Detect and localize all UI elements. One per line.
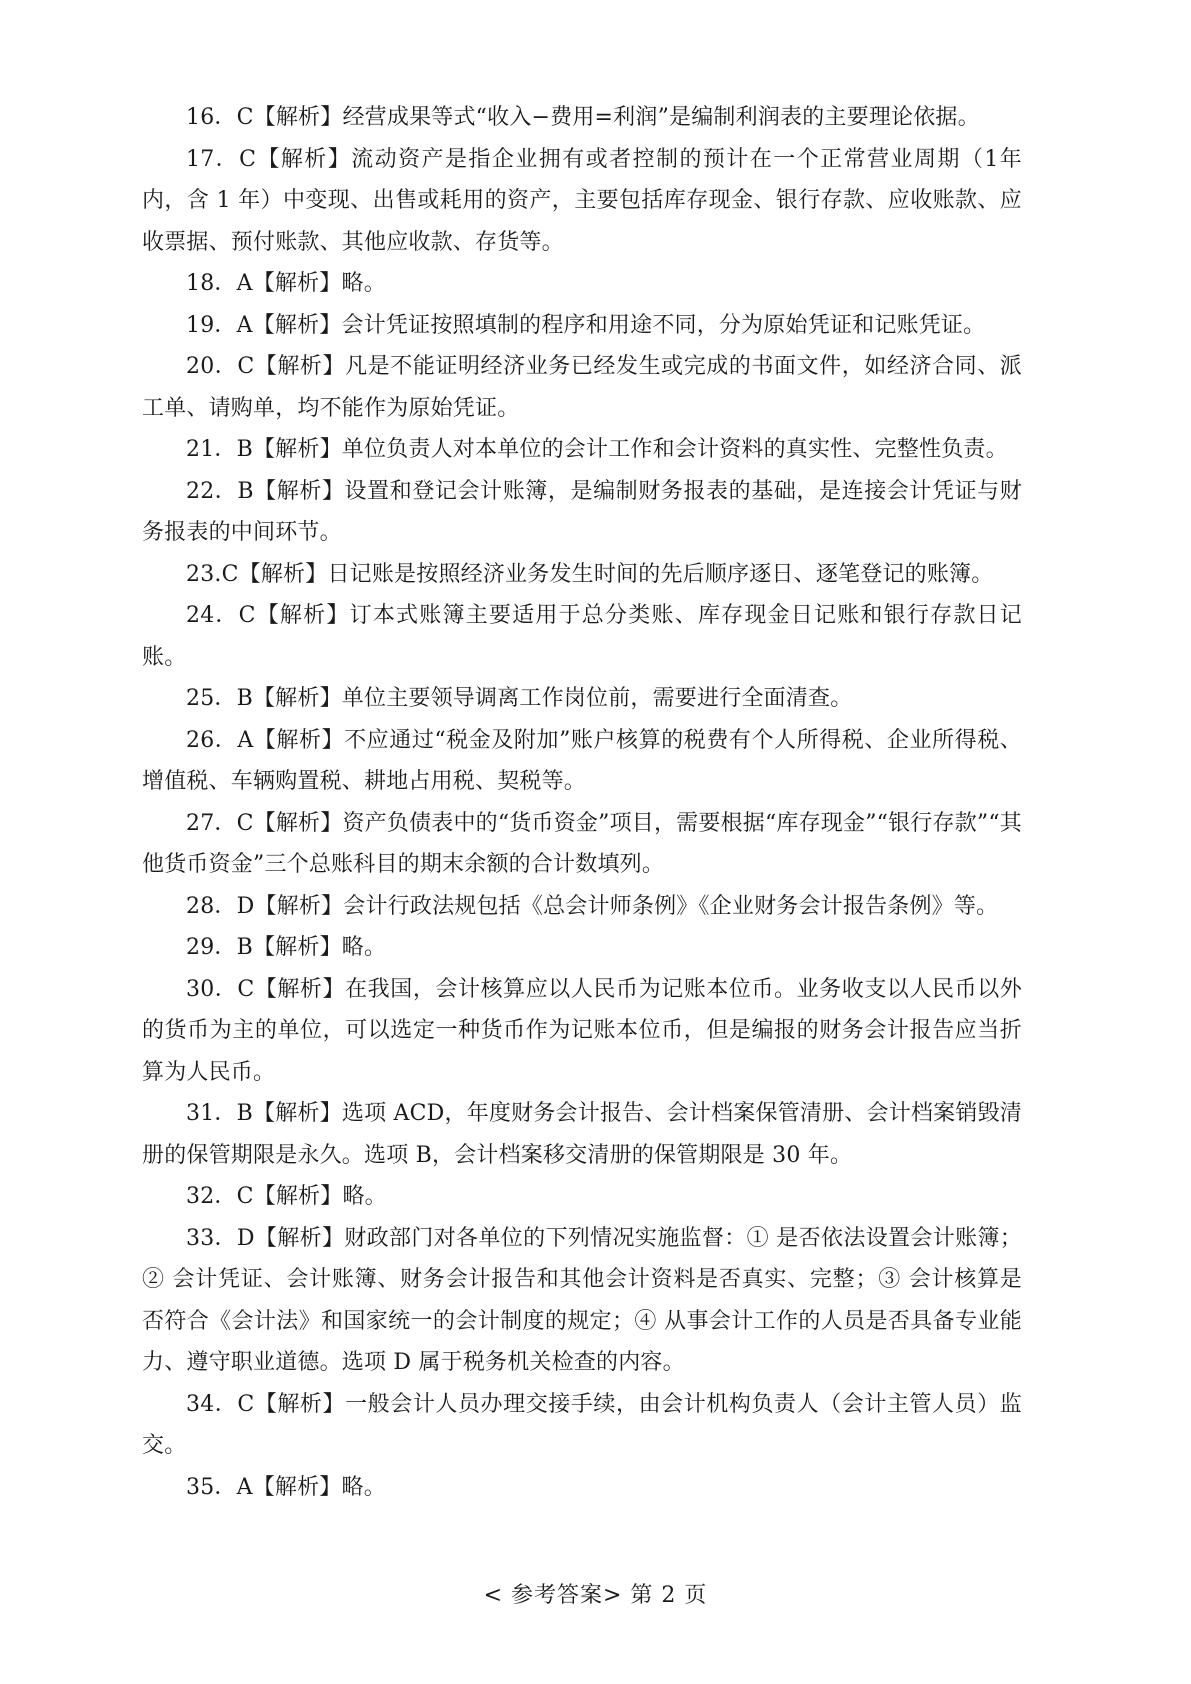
answer-17 [142,139,1022,264]
answer-letter: B [236,686,253,711]
analysis-text: 选项 ACD，年度财务会计报告、会计档案保管清册、会计档案销毁清册的保管期限是永久。选项 B，会计档案移交清册的保管期限是 30 年。 [142,1101,1022,1168]
analysis-text: 财政部门对各单位的下列情况实施监督：① 是否依法设置会计账簿；② 会计凭证、会计账簿、财务会计报告和其他会计资料是否真实、完整；③ 会计核算是否符合《会计法》和国家统一的会计制度的规定；④ 从事会计工作的人员是否具备专业能力、遵守职业道德。选项 D 属于税务机关检查的内容。 [142,1225,1022,1375]
analysis-tag: 【解析】 [254,893,344,919]
analysis-tag: 【解析】 [253,727,345,753]
answer-letter: C [237,976,255,1002]
answer-31 [142,1093,1022,1176]
answer-letter: C [236,105,254,130]
answer-28 [142,886,1022,928]
answer-number: 35． [186,1474,237,1500]
answer-letter: C [237,1391,255,1417]
answer-letter: C [236,1184,254,1209]
answer-number: 32． [186,1184,237,1209]
answer-letter: A [236,1474,253,1500]
answer-letter: C [221,561,239,587]
analysis-tag: 【解析】 [254,1225,345,1251]
answer-27 [142,803,1022,886]
answer-number: 27． [186,810,237,836]
answer-23 [142,554,1022,596]
analysis-tag: 【解析】 [253,105,343,130]
answer-number: 33． [186,1225,237,1251]
answer-number: 31． [186,1101,237,1126]
answer-19 [142,305,1022,347]
answer-letter: D [236,1225,255,1251]
analysis-tag: 【解析】 [252,1474,342,1500]
answer-34 [142,1384,1022,1467]
analysis-tag: 【解析】 [252,312,342,338]
answer-letter: A [237,727,254,753]
analysis-tag: 【解析】 [252,271,342,296]
answer-33 [142,1218,1022,1384]
analysis-text: 单位负责人对本单位的会计工作和会计资料的真实性、完整性负责。 [341,437,1008,462]
analysis-tag: 【解析】 [253,478,345,504]
answer-30 [142,969,1022,1094]
analysis-text: 资产负债表中的“货币资金”项目，需要根据“库存现金”“银行存款”“其他货币资金”三个总账科目的期末余额的合计数填列。 [142,810,1023,877]
analysis-text: 略。 [341,935,387,960]
answer-number: 16． [186,105,237,130]
answer-number: 25． [186,686,237,711]
answer-20 [142,346,1022,429]
answer-letter: B [237,478,254,504]
answer-number: 22． [186,478,238,504]
analysis-tag: 【解析】 [255,603,350,628]
page-footer: < 参考答案> 第 2 页 [483,1583,708,1608]
answer-26 [142,720,1022,803]
analysis-tag: 【解析】 [253,810,343,836]
answer-number: 26． [186,727,238,753]
answer-number: 24． [186,603,239,628]
answer-22 [142,471,1022,554]
analysis-tag: 【解析】 [252,686,342,711]
answer-letter: B [236,437,253,462]
answer-24 [142,595,1022,678]
answer-letter: B [236,1101,253,1126]
answer-number: 19． [186,312,237,338]
answer-32 [142,1176,1022,1218]
analysis-text: 单位主要领导调离工作岗位前，需要进行全面清查。 [341,686,853,711]
analysis-tag: 【解析】 [252,935,342,960]
analysis-text: 不应通过“税金及附加”账户核算的税费有个人所得税、企业所得税、增值税、车辆购置税、耕地占用税、契税等。 [142,727,1022,794]
analysis-text: 会计行政法规包括《总会计师条例》《企业财务会计报告条例》等。 [343,893,999,919]
analysis-tag: 【解析】 [254,1391,346,1417]
analysis-text: 日记账是按照经济业务发生时间的先后顺序逐日、逐笔登记的账簿。 [327,561,994,587]
answer-number: 17． [186,146,240,172]
analysis-text: 会计凭证按照填制的程序和用途不同，分为原始凭证和记账凭证。 [341,312,986,338]
analysis-tag: 【解析】 [256,146,352,172]
answer-number: 21． [186,437,237,462]
analysis-text: 经营成果等式“收入−费用=利润”是编制利润表的主要理论依据。 [342,105,980,130]
answer-25 [142,678,1022,720]
answer-letter: C [239,146,257,172]
analysis-tag: 【解析】 [253,1184,343,1209]
answer-letter: A [236,271,253,296]
analysis-text: 略。 [341,1474,386,1500]
analysis-text: 在我国，会计核算应以人民币为记账本位币。业务收支以人民币以外的货币为主的单位，可以选定一种货币作为记账本位币，但是编报的财务会计报告应当折算为人民币。 [142,976,1022,1085]
answer-35 [142,1467,1022,1509]
analysis-text: 略。 [341,271,386,296]
analysis-text: 略。 [342,1184,387,1209]
answer-18 [142,263,1022,305]
answer-letter: B [236,935,253,960]
answer-number: 30． [186,976,238,1002]
answer-number: 18． [186,271,237,296]
answer-29 [142,927,1022,969]
answer-list [142,97,1022,1508]
analysis-text: 凡是不能证明经济业务已经发生或完成的书面文件，如经济合同、派工单、请购单，均不能作为原始凭证。 [142,354,1022,421]
analysis-tag: 【解析】 [252,437,342,462]
answer-letter: C [237,354,255,379]
analysis-text: 设置和登记会计账簿，是编制财务报表的基础，是连接会计凭证与财务报表的中间环节。 [142,478,1022,545]
analysis-tag: 【解析】 [253,1101,342,1126]
answer-number: 28． [186,893,237,919]
analysis-tag: 【解析】 [238,561,328,587]
answer-letter: C [236,810,254,836]
analysis-tag: 【解析】 [254,354,346,379]
answer-16 [142,97,1022,139]
analysis-text: 订本式账簿主要适用于总分类账、库存现金日记账和银行存款日记账。 [142,603,1022,670]
answer-letter: A [236,312,253,338]
analysis-tag: 【解析】 [254,976,346,1002]
answer-number: 29． [186,935,237,960]
answer-21 [142,429,1022,471]
analysis-text: 一般会计人员办理交接手续，由会计机构负责人（会计主管人员）监交。 [142,1391,1022,1458]
answer-number: 23. [186,561,222,587]
answer-number: 34． [186,1391,238,1417]
answer-letter: D [236,893,255,919]
analysis-text: 流动资产是指企业拥有或者控制的预计在一个正常营业周期（1年内，含 1 年）中变现、出售或耗用的资产，主要包括库存现金、银行存款、应收账款、应收票据、预付账款、其他应收款、存货等。 [142,146,1022,255]
answer-number: 20． [186,354,238,379]
answer-letter: C [238,603,256,628]
